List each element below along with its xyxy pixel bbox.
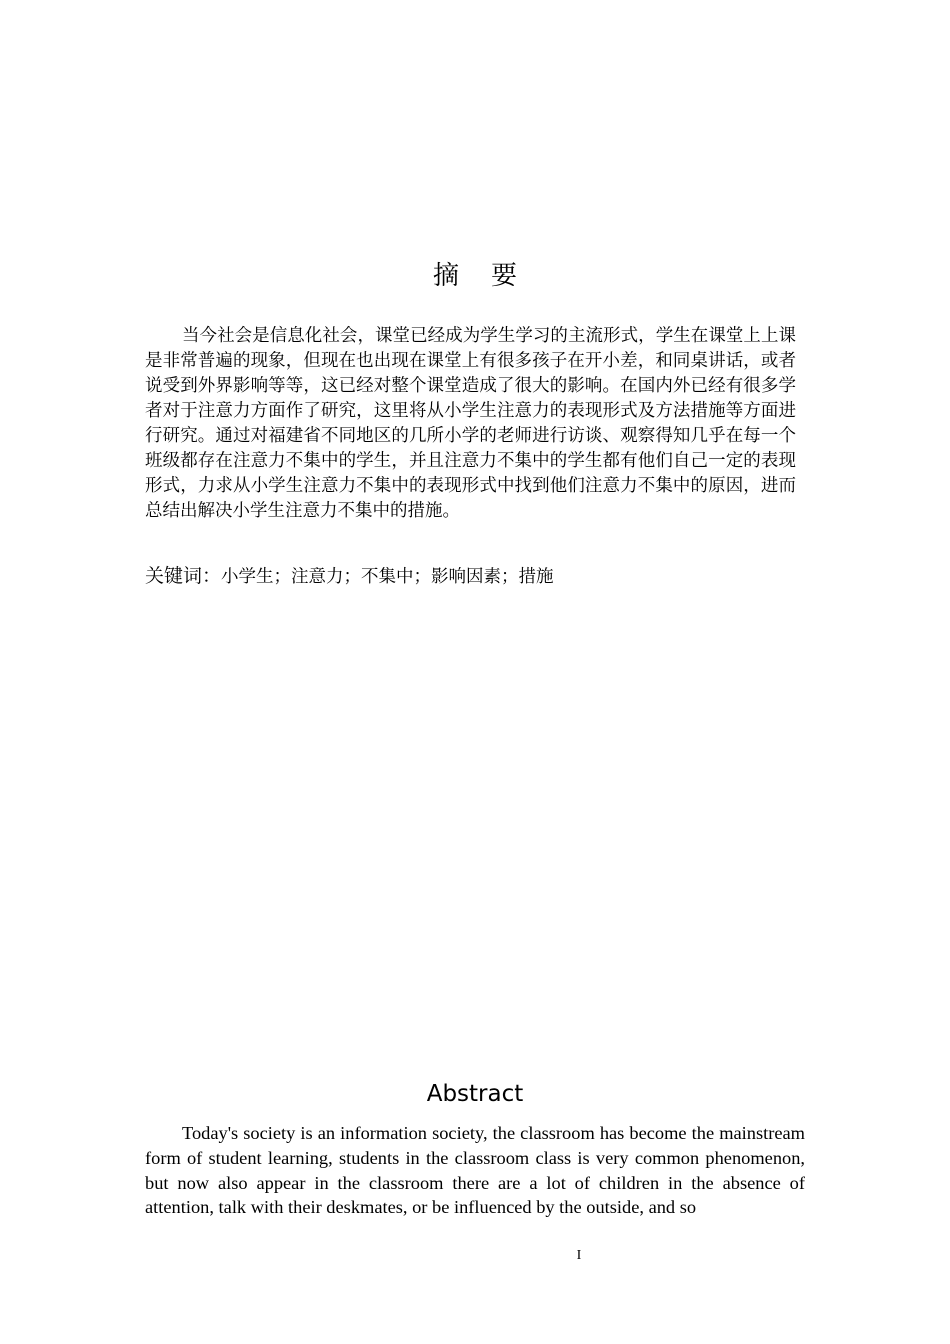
page-number: I bbox=[576, 1248, 582, 1263]
chinese-abstract-body: 当今社会是信息化社会，课堂已经成为学生学习的主流形式，学生在课堂上上课是非常普遍的现象，但现在也出现在课堂上有很多孩子在开小差，和同桌讲话，或者说受到外界影响等等，这已经对整个课堂造成了很大的影响。在国内外已经有很多学者对于注意力方面作了研究，这里将从小学生注意力的表现形式及方法措施等方面进行研究。通过对福建省不同地区的几所小学的老师进行访谈、观察得知几乎在每一个班级都存在注意力不集中的学生，并且注意力不集中的学生都有他们自己一定的表现形式，力求从小学生注意力不集中的表现形式中找到他们注意力不集中的原因，进而总结出解决小学生注意力不集中的措施。 bbox=[145, 326, 796, 521]
keywords-list: 小学生；注意力；不集中；影响因素；措施 bbox=[221, 567, 554, 587]
chinese-abstract-title: 摘要 bbox=[432, 261, 549, 291]
chinese-keywords bbox=[145, 563, 805, 590]
keywords-label: 关键词： bbox=[145, 565, 222, 587]
english-abstract-body: Today's society is an information society, the classroom has become the mainstream form of student learning, students in the classroom class is very common phenomenon, but now also appear in the classroom there are a lot of children in the absence of attention, talk with their deskmates, or be influenced by the outside, and so bbox=[145, 1123, 805, 1218]
english-abstract-title: Abstract bbox=[426, 1081, 524, 1107]
